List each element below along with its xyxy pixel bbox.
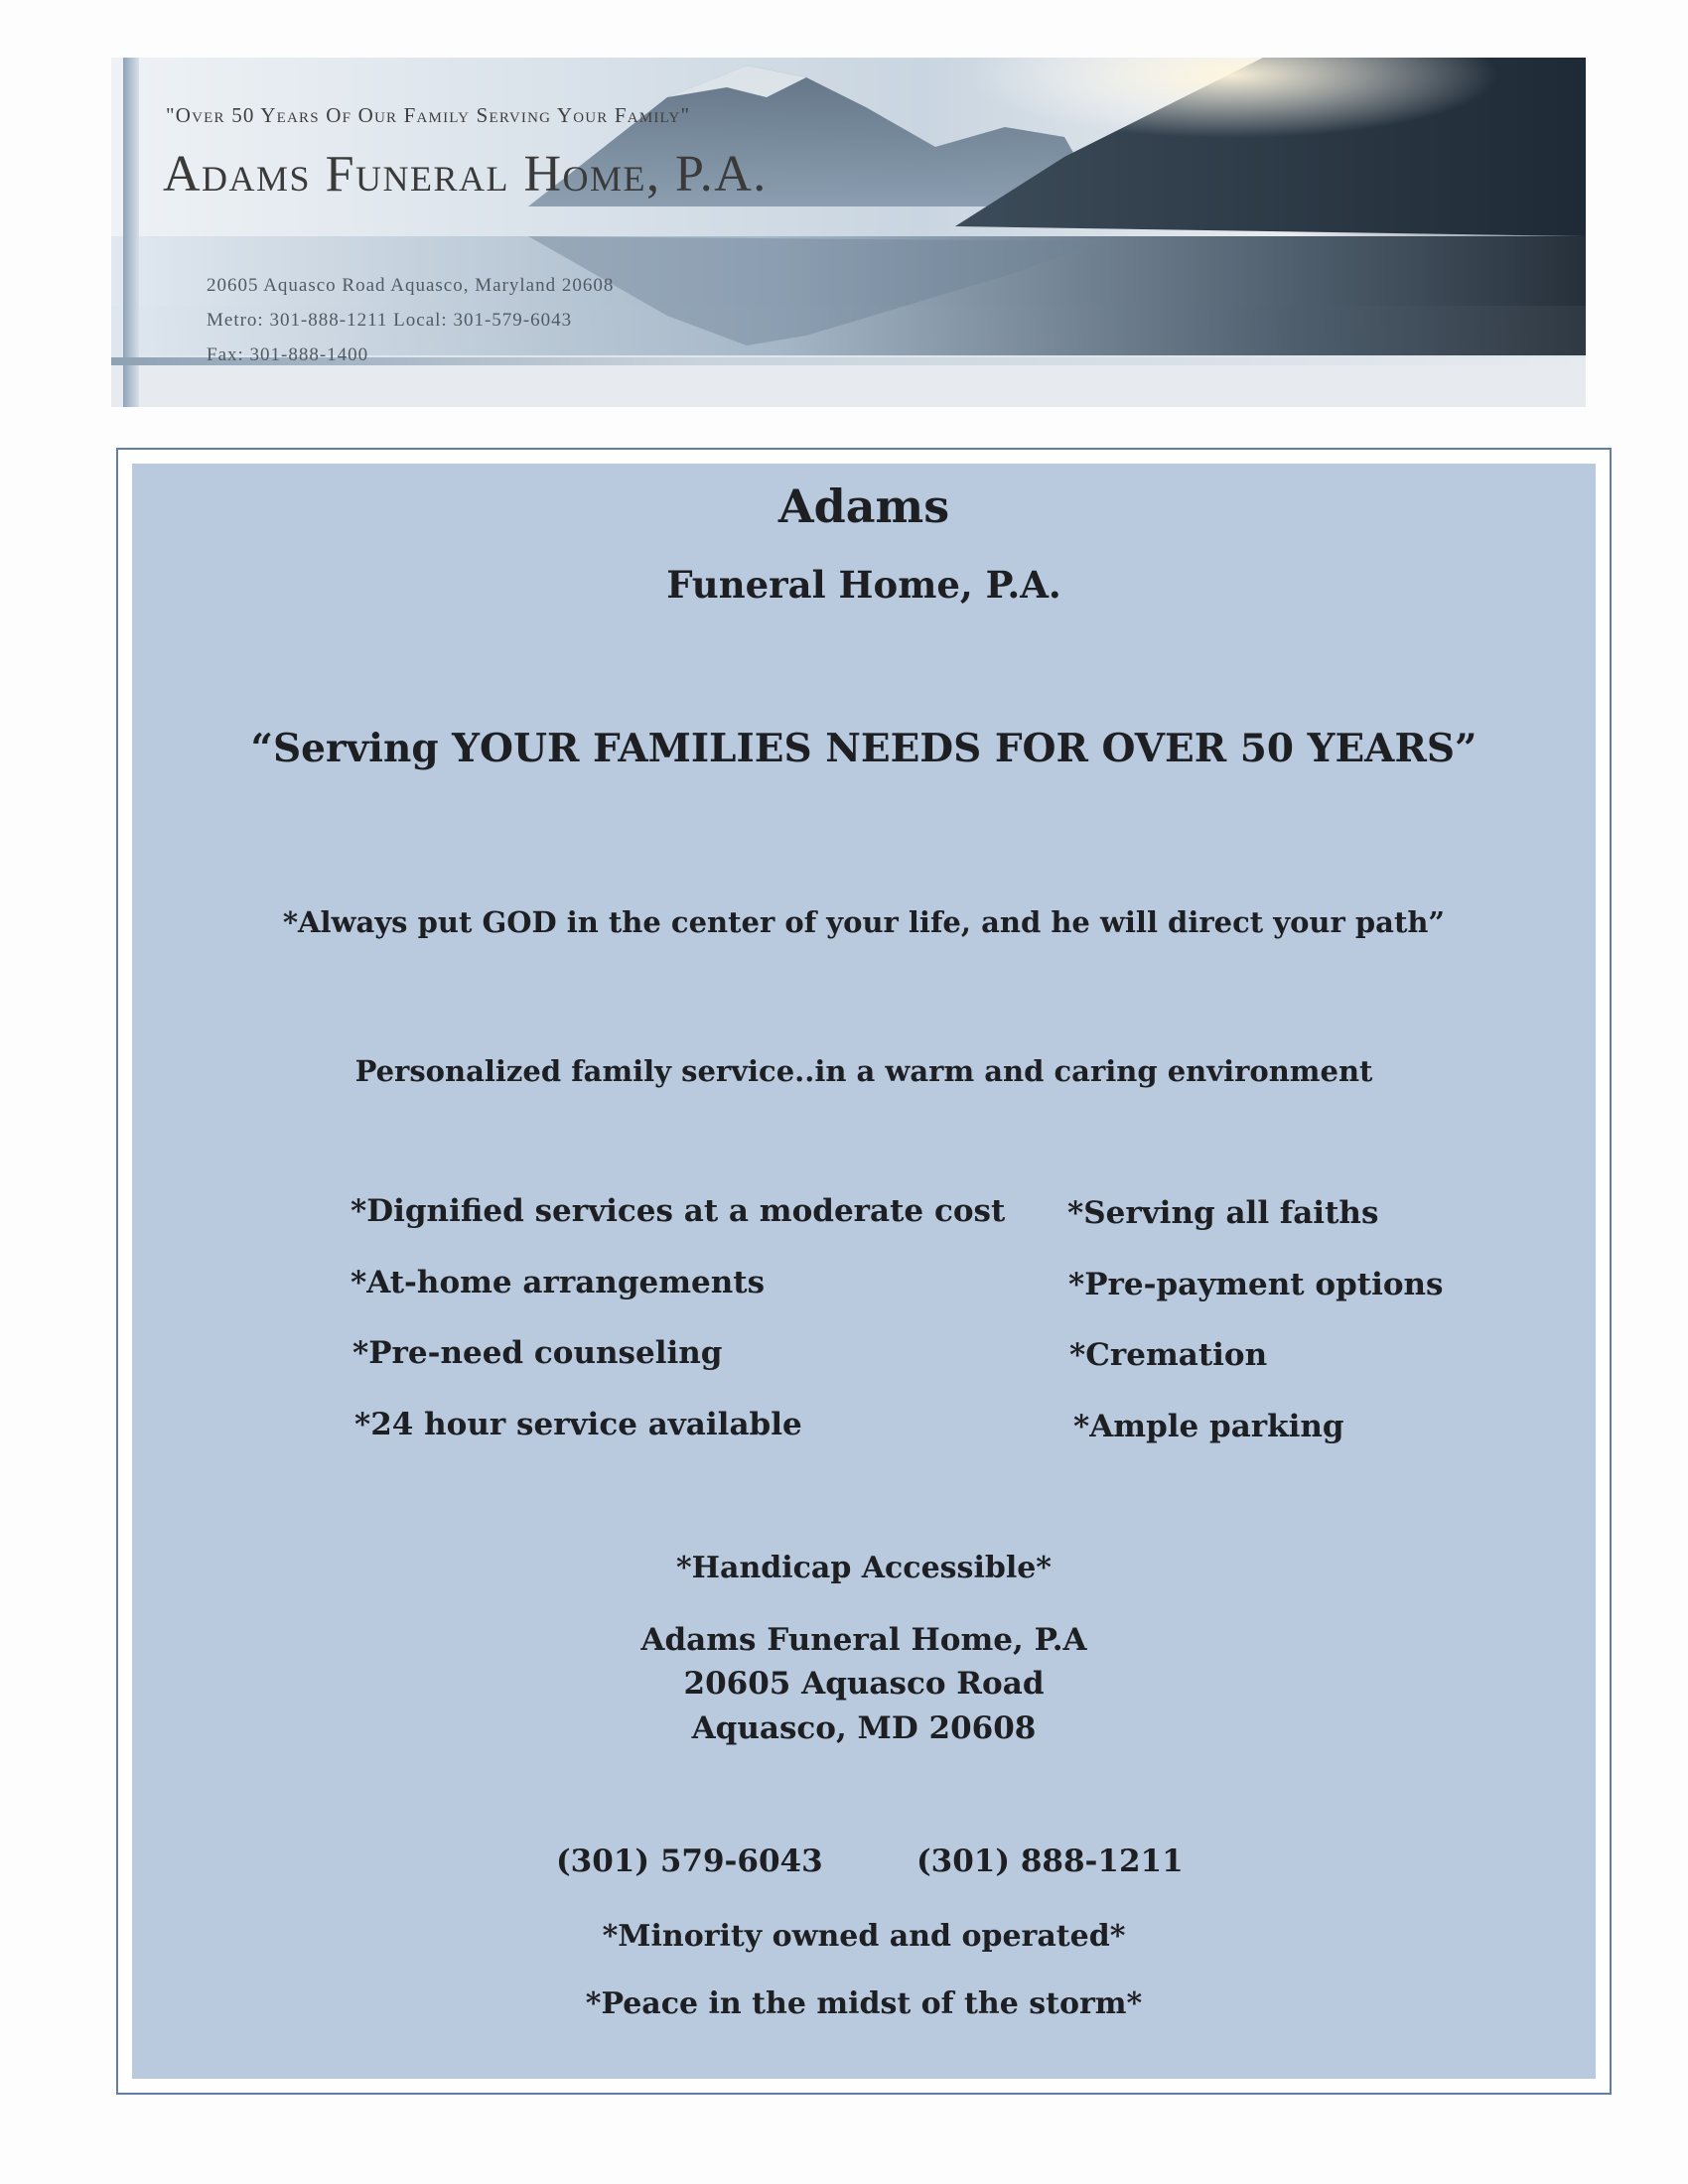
service-item: *At-home arrangements [351,1265,766,1300]
handicap-accessible: *Handicap Accessible* [675,1551,1052,1585]
flyer-subtitle: Funeral Home, P.A. [666,563,1061,607]
service-item: *24 hour service available [354,1407,802,1442]
service-item: *Pre-payment options [1068,1267,1444,1302]
flyer-quote: *Always put GOD in the center of your life, and he will direct your path” [282,905,1446,939]
banner-fax: Fax: 301-888-1400 [207,344,369,365]
service-item: *Cremation [1069,1337,1268,1373]
flyer-title: Adams [777,479,950,533]
minority-owned: *Minority owned and operated* [602,1919,1126,1954]
address-line: Aquasco, MD 20608 [691,1710,1037,1746]
banner-phones: Metro: 301-888-1211 Local: 301-579-6043 [207,310,573,331]
banner-address: 20605 Aquasco Road Aquasco, Maryland 20608 [207,275,615,296]
service-item: *Pre-need counseling [352,1335,723,1371]
service-item: *Serving all faiths [1067,1195,1379,1231]
address-line: Adams Funeral Home, P.A [640,1622,1087,1658]
peace-line: *Peace in the midst of the storm* [585,1986,1143,2021]
banner-business-name: Adams Funeral Home, P.A. [163,146,768,203]
flyer-frame [116,448,1612,2095]
flyer-tagline: Personalized family service..in a warm and caring environment [354,1054,1373,1088]
service-item: *Dignified services at a moderate cost [351,1193,1006,1229]
header-banner [111,58,1586,407]
banner-vertical-bar [123,58,139,407]
service-item: *Ample parking [1073,1409,1344,1444]
phone-number: (301) 579-6043 [556,1843,823,1879]
flyer-panel [132,464,1596,2079]
banner-motto: "Over 50 Years Of Our Family Serving Your Family" [166,103,691,127]
address-line: 20605 Aquasco Road [683,1666,1045,1702]
flyer-slogan: “Serving YOUR FAMILIES NEEDS FOR OVER 50 YEARS” [250,726,1477,771]
phone-number: (301) 888-1211 [916,1843,1184,1879]
